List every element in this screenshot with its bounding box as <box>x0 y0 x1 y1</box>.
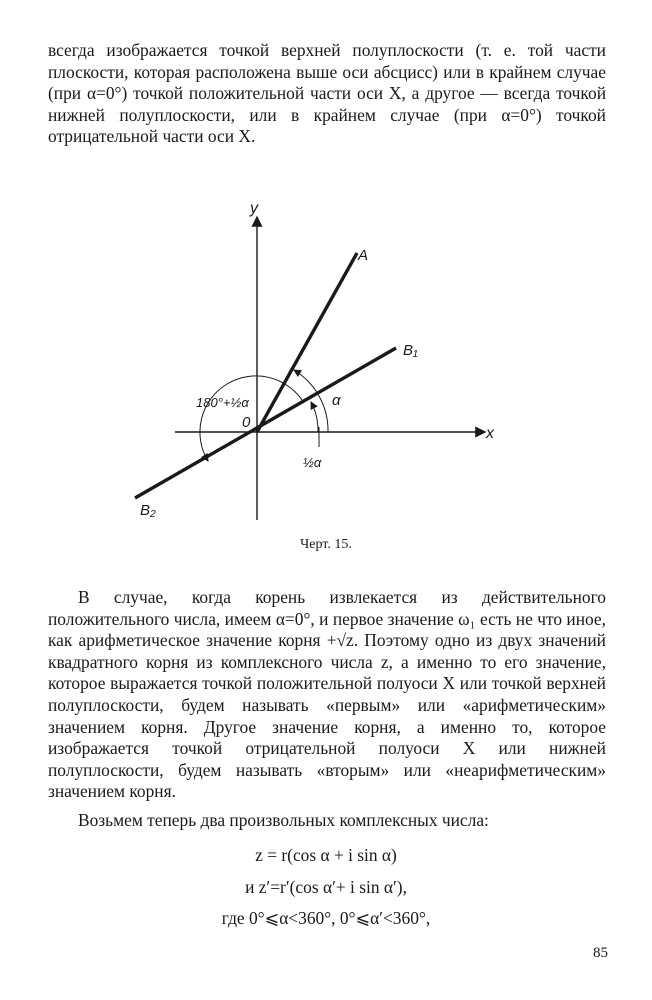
arc-half-alpha <box>311 402 318 432</box>
formula-conditions: где 0°⩽α<360°, 0°⩽α′<360°, <box>221 908 431 928</box>
figure-root-diagram <box>120 195 520 535</box>
label-a: A <box>358 247 369 264</box>
paragraph-intro-formulas: Возьмем теперь два произвольных комплексных числа: <box>78 810 489 830</box>
label-x: x <box>486 425 494 442</box>
arc-alpha <box>294 370 328 432</box>
label-origin: 0 <box>242 414 251 431</box>
page-number: 85 <box>593 945 608 961</box>
arc-180-half-alpha <box>200 376 304 461</box>
label-alpha: α <box>332 392 341 409</box>
figure-caption: Черт. 15. <box>300 537 352 552</box>
formula-z: z = r(cos α + i sin α) <box>255 845 397 865</box>
ray-oa <box>257 253 357 432</box>
line-b2-b1 <box>135 348 396 498</box>
paragraph-main: В случае, когда корень извлекается из действительного положительного числа, имеем α=0°, и первое значение ω₁ есть не что иное, как арифметическое значение корня +√z. Поэтому одно из двух значений квадратного корня из комплексного числа z, а именно то его значение, которое выражается точкой положительной полуоси X или точкой верхней полуплоскости, будем называть «первым» или «арифметическим» значением корня. Другое значение корня, а именно то, которое изображается точкой отрицательной полуоси X или нижней полуплоскости, будем называть «вторым» или «неарифметическим» значением корня. <box>48 587 606 802</box>
label-half-alpha: ½α <box>303 455 322 470</box>
label-b2: B₂ <box>140 502 156 519</box>
paragraph-top: всегда изображается точкой верхней полуплоскости (т. е. той части плоскости, которая расположена выше оси абсцисс) или в крайнем случае (при α=0°) точкой положительной части оси X, а другое — всегда точкой нижней полуплоскости, или в крайнем случае (при α=0°) точкой отрицательной части оси X. <box>48 40 606 147</box>
formula-z-prime: и z′=r′(cos α′+ i sin α′), <box>245 877 407 897</box>
label-y: y <box>250 200 258 217</box>
label-b1: B₁ <box>403 342 418 359</box>
label-180-half-alpha: 180°+½α <box>196 395 249 410</box>
